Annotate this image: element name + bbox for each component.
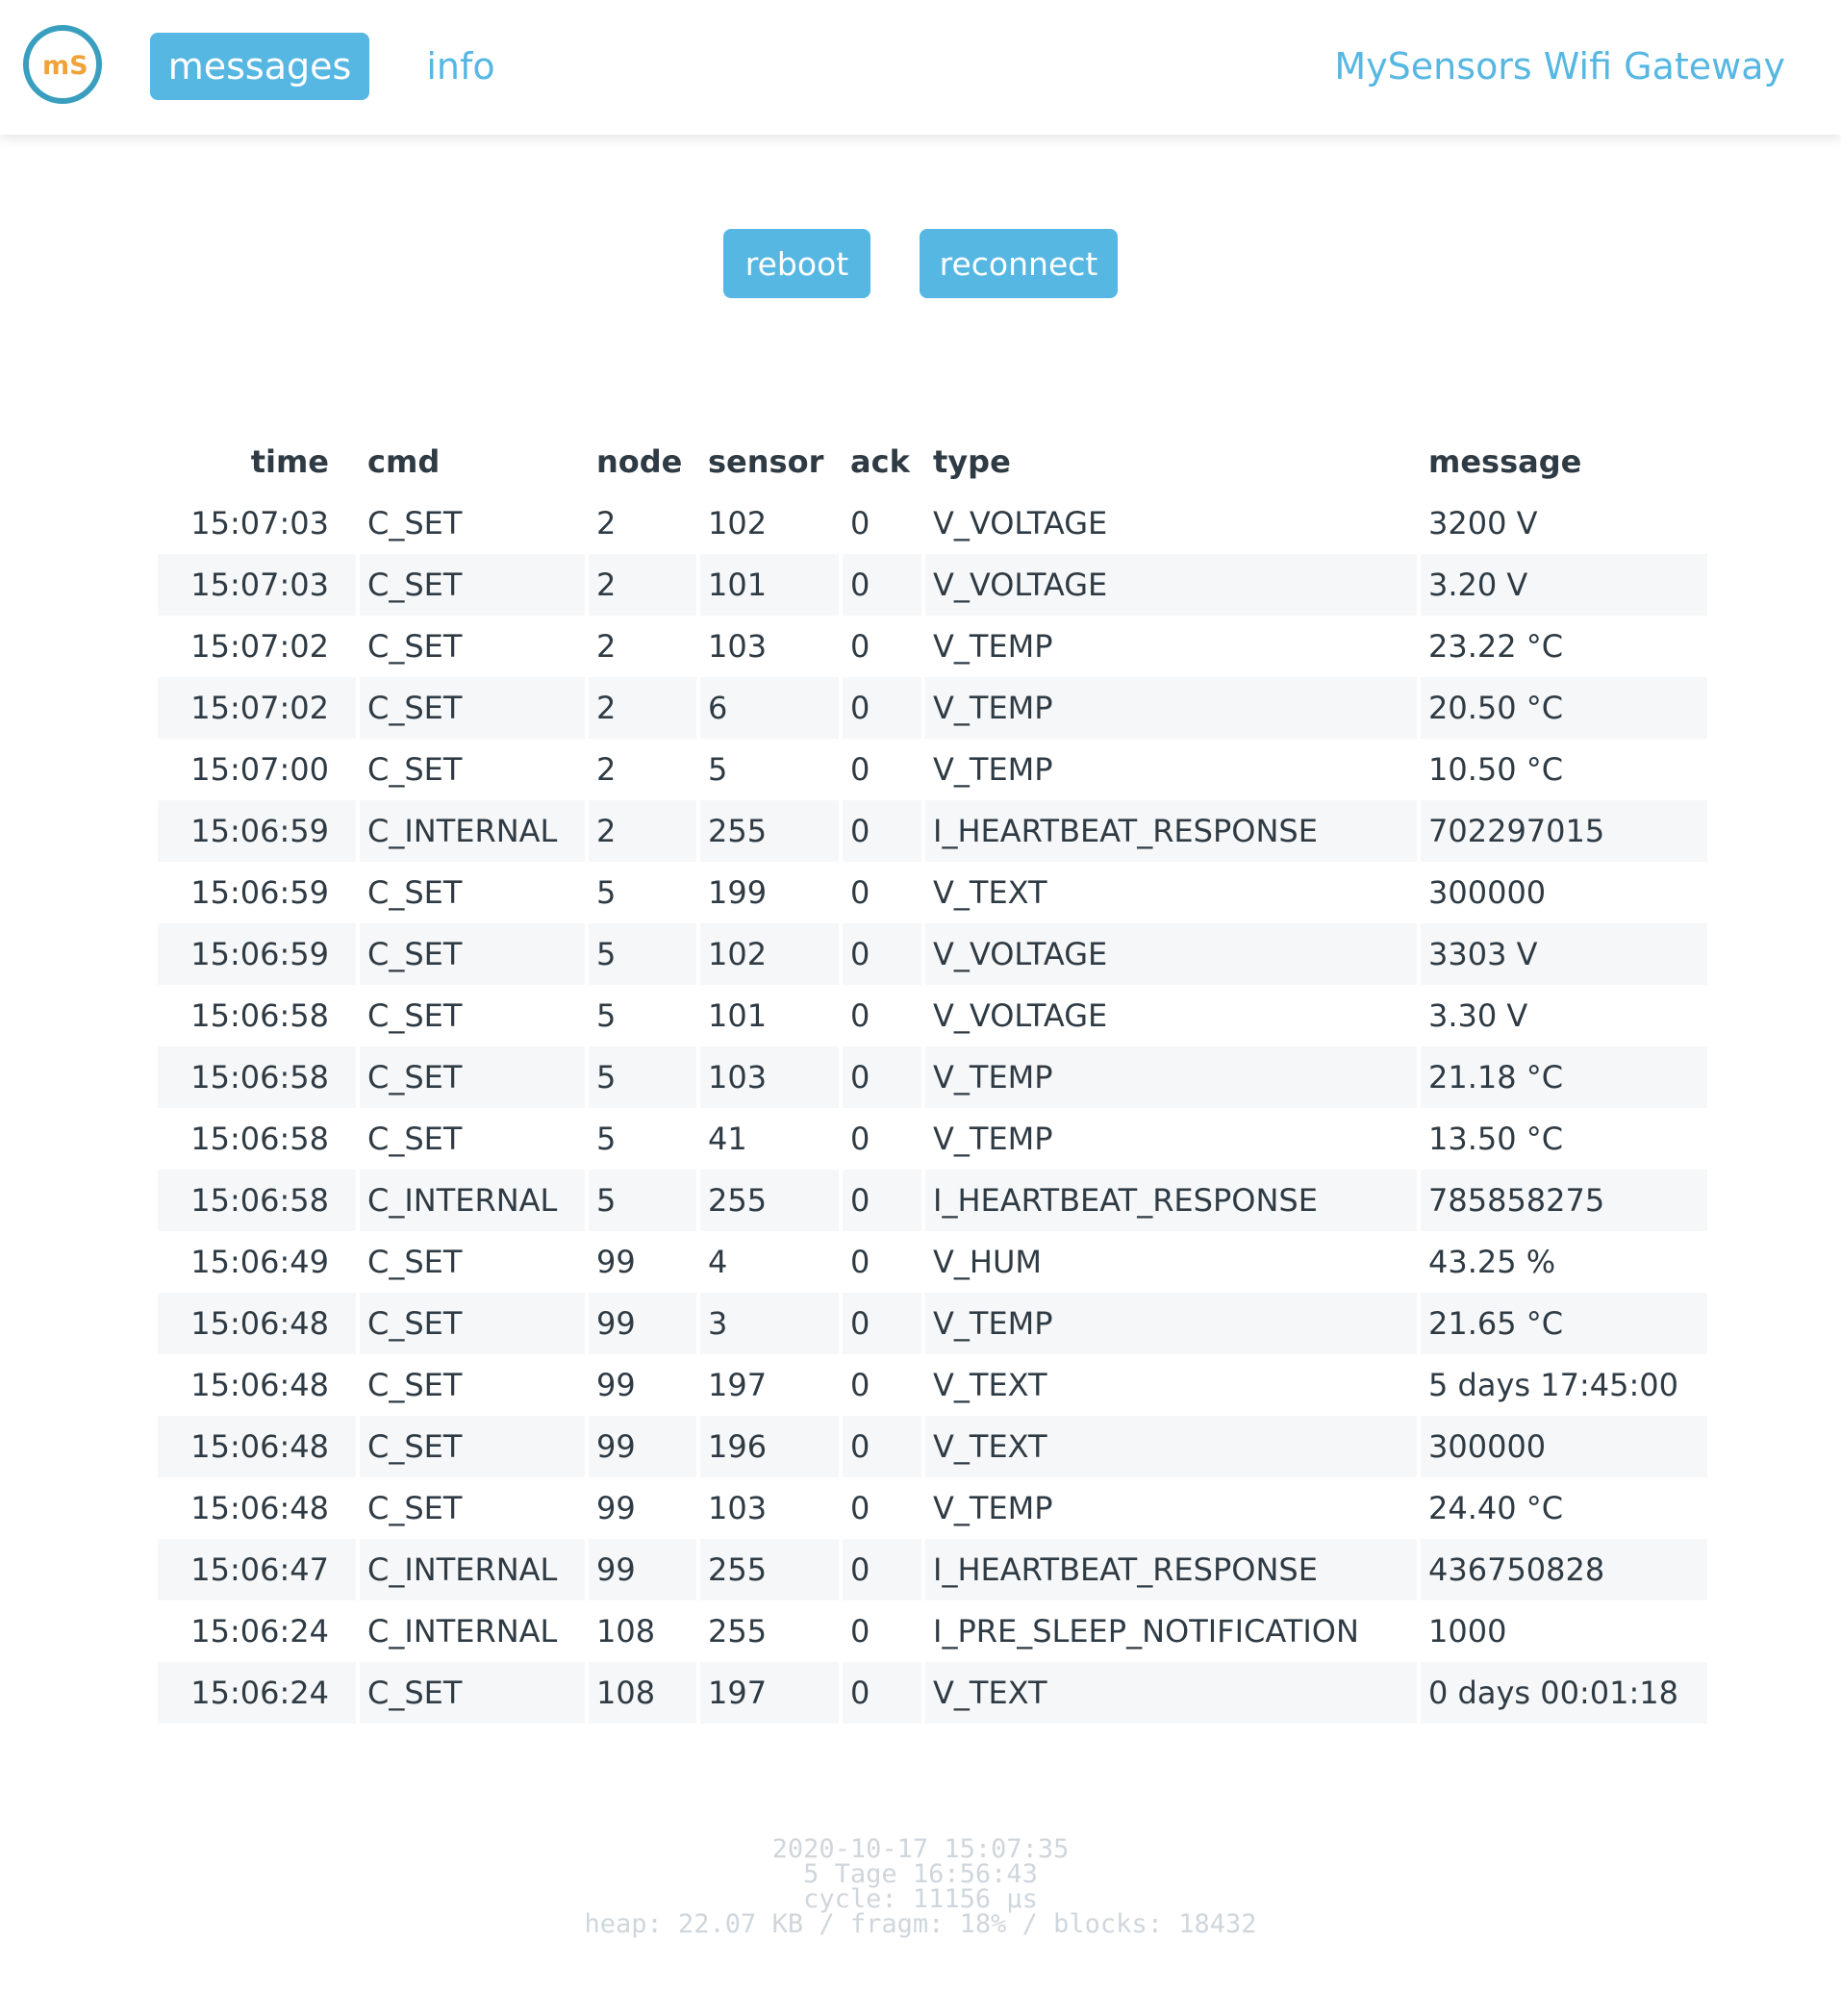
cell-type: V_VOLTAGE [925,554,1417,616]
cell-node: 99 [589,1293,696,1354]
cell-sensor: 5 [708,751,728,788]
table-row [158,985,1707,1046]
cell-ack: 0 [843,1662,921,1724]
column-header-node: node [596,443,683,480]
cell-time: 15:06:58 [190,1121,329,1157]
cell-cmd: C_SET [360,923,585,985]
cell-sensor: 199 [708,874,768,911]
tab-info[interactable]: info [426,45,495,88]
table-row [158,1416,1707,1477]
table-row [158,616,1707,677]
cell-message: 3.20 V [1421,554,1707,616]
cell-type: V_TEXT [933,874,1047,911]
cell-type: V_TEMP [933,751,1053,788]
cell-ack: 0 [843,554,921,616]
cell-time: 15:06:48 [190,1367,329,1403]
reconnect-button[interactable]: reconnect [920,229,1118,298]
table-row [158,1662,1707,1724]
cell-message: 3.30 V [1428,997,1528,1034]
cell-time: 15:07:02 [158,677,356,739]
cell-message: 43.25 % [1428,1244,1556,1280]
cell-ack: 0 [850,1121,870,1157]
table-body [158,492,1707,1724]
cell-message: 0 days 00:01:18 [1421,1662,1707,1724]
cell-time: 15:06:49 [190,1244,329,1280]
cell-cmd: C_SET [367,505,463,542]
cell-message: 10.50 °C [1428,751,1564,788]
cell-sensor: 103 [708,1490,768,1526]
cell-cmd: C_SET [360,1416,585,1477]
cell-cmd: C_INTERNAL [367,1613,558,1650]
column-header-time: time [250,443,329,480]
cell-time: 15:06:24 [190,1613,329,1650]
cell-type: V_TEMP [933,628,1053,665]
cell-node: 5 [596,874,617,911]
cell-message: 20.50 °C [1421,677,1707,739]
table-row [158,1108,1707,1170]
cell-cmd: C_SET [367,628,463,665]
cell-cmd: C_SET [367,751,463,788]
cell-message: 300000 [1428,874,1547,911]
brand-title: MySensors Wifi Gateway [1334,45,1785,88]
cell-time: 15:06:58 [158,1170,356,1231]
cell-ack: 0 [843,800,921,862]
table-header-row [158,431,1707,492]
table-row [158,1539,1707,1600]
cell-node: 5 [589,1170,696,1231]
cell-cmd: C_SET [367,997,463,1034]
cell-cmd: C_SET [360,1293,585,1354]
cell-time: 15:06:48 [158,1293,356,1354]
cell-sensor: 102 [700,923,839,985]
cell-ack: 0 [850,1613,870,1650]
table-row [158,554,1707,616]
cell-node: 2 [596,751,617,788]
mysensors-logo-icon [29,31,96,98]
table-row [158,1170,1707,1231]
reboot-button[interactable]: reboot [723,229,870,298]
cell-message: 21.65 °C [1421,1293,1707,1354]
cell-node: 5 [596,997,617,1034]
cell-ack: 0 [850,505,870,542]
cell-message: 1000 [1428,1613,1507,1650]
cell-ack: 0 [843,1293,921,1354]
cell-sensor: 255 [700,1539,839,1600]
cell-sensor: 255 [700,800,839,862]
cell-cmd: C_SET [360,677,585,739]
column-header-type: type [933,443,1011,480]
cell-cmd: C_SET [367,874,463,911]
cell-sensor: 196 [700,1416,839,1477]
cell-time: 15:06:59 [158,923,356,985]
footer-uptime: 5 Tage 16:56:43 [803,1859,1038,1889]
table-row [158,739,1707,800]
mysensors-logo[interactable] [23,25,102,104]
cell-ack: 0 [843,1046,921,1108]
cell-time: 15:06:59 [158,800,356,862]
footer-datetime: 2020-10-17 15:07:35 [771,1834,1070,1864]
cell-node: 99 [596,1367,636,1403]
cell-sensor: 255 [700,1170,839,1231]
cell-sensor: 197 [708,1367,768,1403]
cell-type: V_TEMP [925,1046,1417,1108]
cell-time: 15:06:24 [158,1662,356,1724]
cell-type: I_HEARTBEAT_RESPONSE [925,1170,1417,1231]
cell-message: 21.18 °C [1421,1046,1707,1108]
cell-node: 108 [589,1662,696,1724]
cell-type: V_TEMP [925,1293,1417,1354]
cell-ack: 0 [850,1490,870,1526]
cell-cmd: C_SET [367,1121,463,1157]
cell-cmd: C_SET [360,1046,585,1108]
cell-ack: 0 [843,923,921,985]
cell-message: 436750828 [1421,1539,1707,1600]
cell-time: 15:06:48 [190,1490,329,1526]
tab-messages[interactable]: messages [150,33,369,100]
cell-type: I_HEARTBEAT_RESPONSE [925,800,1417,862]
cell-cmd: C_SET [367,1490,463,1526]
cell-message: 785858275 [1421,1170,1707,1231]
cell-sensor: 6 [700,677,839,739]
cell-sensor: 103 [708,628,768,665]
cell-sensor: 101 [708,997,768,1034]
cell-sensor: 101 [700,554,839,616]
cell-node: 2 [596,628,617,665]
cell-message: 3200 V [1428,505,1538,542]
gateway-actions [0,229,1841,298]
status-footer [0,1834,1841,1939]
cell-node: 99 [589,1539,696,1600]
cell-message: 13.50 °C [1428,1121,1564,1157]
cell-node: 99 [596,1490,636,1526]
table-row [158,862,1707,923]
cell-type: V_VOLTAGE [925,923,1417,985]
cell-cmd: C_SET [367,1244,463,1280]
column-header-message: message [1428,443,1582,480]
cell-node: 99 [596,1244,636,1280]
cell-type: V_VOLTAGE [933,505,1108,542]
cell-ack: 0 [850,1244,870,1280]
table-row [158,1293,1707,1354]
table-row [158,1477,1707,1539]
cell-time: 15:06:59 [190,874,329,911]
cell-cmd: C_INTERNAL [360,800,585,862]
table-row [158,1600,1707,1662]
cell-message: 23.22 °C [1428,628,1564,665]
cell-sensor: 41 [708,1121,747,1157]
cell-sensor: 4 [708,1244,728,1280]
cell-type: V_TEXT [925,1662,1417,1724]
cell-ack: 0 [850,1367,870,1403]
cell-sensor: 3 [700,1293,839,1354]
cell-time: 15:07:00 [190,751,329,788]
cell-sensor: 197 [700,1662,839,1724]
cell-sensor: 103 [700,1046,839,1108]
cell-node: 5 [596,1121,617,1157]
cell-cmd: C_SET [360,1662,585,1724]
cell-time: 15:07:03 [158,554,356,616]
cell-type: V_TEXT [933,1367,1047,1403]
cell-time: 15:06:58 [190,997,329,1034]
table-row [158,492,1707,554]
top-navbar [0,0,1841,135]
cell-node: 2 [589,554,696,616]
cell-node: 2 [589,677,696,739]
cell-message: 24.40 °C [1428,1490,1564,1526]
cell-type: V_VOLTAGE [933,997,1108,1034]
messages-table [154,431,1711,1724]
table-row [158,923,1707,985]
cell-sensor: 102 [708,505,768,542]
cell-type: V_TEMP [933,1490,1053,1526]
cell-ack: 0 [843,677,921,739]
cell-message: 702297015 [1421,800,1707,862]
cell-ack: 0 [850,628,870,665]
cell-ack: 0 [850,997,870,1034]
cell-cmd: C_SET [367,1367,463,1403]
cell-node: 5 [589,1046,696,1108]
column-header-cmd: cmd [367,443,441,480]
cell-time: 15:06:48 [158,1416,356,1477]
logo-text: mS [42,51,88,81]
cell-cmd: C_INTERNAL [360,1170,585,1231]
cell-time: 15:06:47 [158,1539,356,1600]
cell-node: 2 [596,505,617,542]
cell-time: 15:06:58 [158,1046,356,1108]
table-row [158,677,1707,739]
cell-ack: 0 [850,751,870,788]
cell-type: V_TEMP [933,1121,1053,1157]
cell-cmd: C_INTERNAL [360,1539,585,1600]
cell-type: V_TEXT [925,1416,1417,1477]
cell-node: 5 [589,923,696,985]
cell-node: 2 [589,800,696,862]
cell-message: 5 days 17:45:00 [1428,1367,1678,1403]
cell-sensor: 255 [708,1613,768,1650]
footer-cycle: cycle: 11156 µs [803,1884,1038,1914]
table-row [158,800,1707,862]
cell-type: I_PRE_SLEEP_NOTIFICATION [933,1613,1359,1650]
cell-node: 99 [589,1416,696,1477]
cell-time: 15:07:03 [190,505,329,542]
column-header-ack: ack [850,443,910,480]
cell-node: 108 [596,1613,656,1650]
table-row [158,1046,1707,1108]
cell-cmd: C_SET [360,554,585,616]
cell-type: I_HEARTBEAT_RESPONSE [925,1539,1417,1600]
cell-type: V_TEMP [925,677,1417,739]
footer-heap: heap: 22.07 KB / fragm: 18% / blocks: 18432 [584,1909,1257,1939]
cell-ack: 0 [843,1539,921,1600]
cell-message: 300000 [1421,1416,1707,1477]
column-header-sensor: sensor [708,443,824,480]
cell-message: 3303 V [1421,923,1707,985]
cell-ack: 0 [843,1416,921,1477]
cell-time: 15:07:02 [190,628,329,665]
cell-type: V_HUM [933,1244,1042,1280]
table-row [158,1354,1707,1416]
cell-ack: 0 [850,874,870,911]
table-row [158,1231,1707,1293]
cell-ack: 0 [843,1170,921,1231]
